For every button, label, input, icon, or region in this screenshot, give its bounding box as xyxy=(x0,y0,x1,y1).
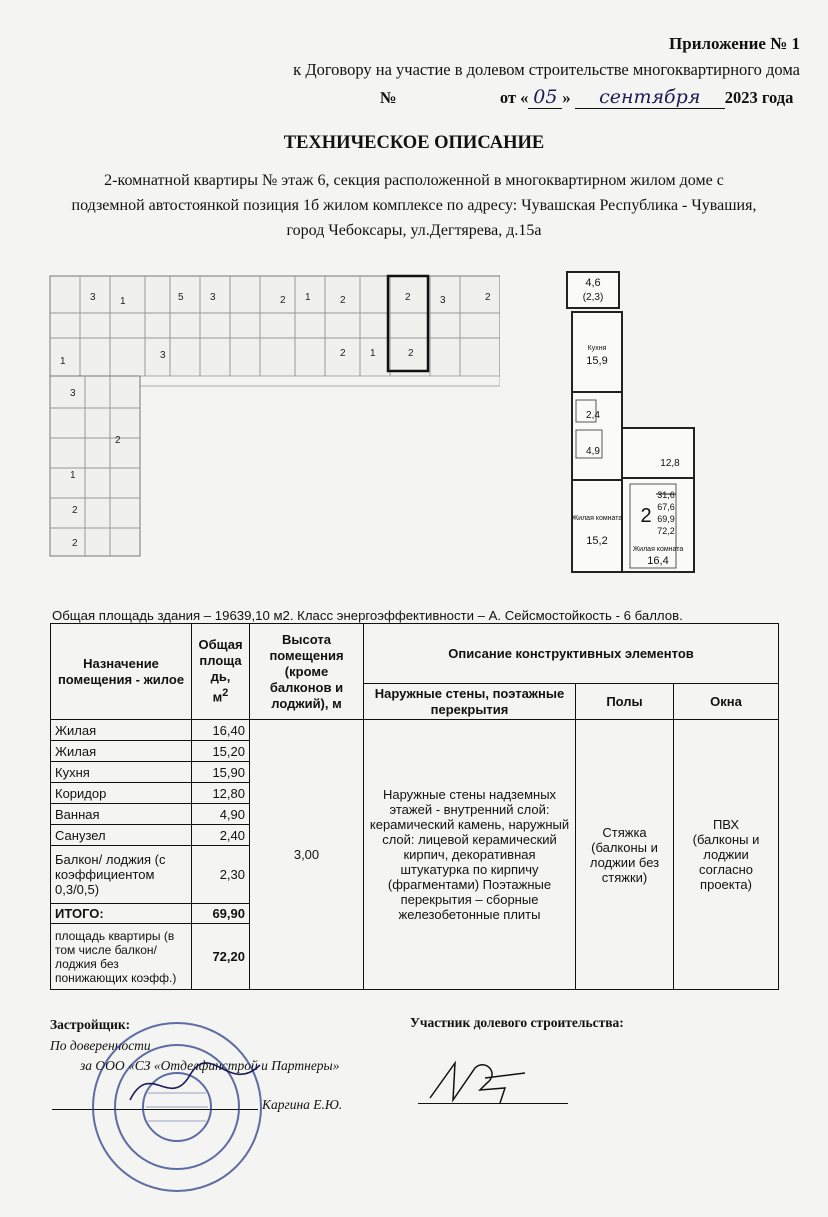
plan-total1: 67,6 xyxy=(657,502,675,512)
plan-total3: 72,2 xyxy=(657,526,675,536)
plan-label: 2 xyxy=(115,435,121,446)
plan-balcony-area: 4,6 xyxy=(585,277,601,289)
plan-kitchen-area: 15,9 xyxy=(586,355,608,367)
participant-title: Участник долевого строительства: xyxy=(410,1015,624,1030)
row-area: 2,30 xyxy=(192,846,250,904)
row-name: Ванная xyxy=(51,804,192,825)
row-name: Балкон/ лоджия (с коэффициентом 0,3/0,5) xyxy=(51,846,192,904)
document-title: ТЕХНИЧЕСКОЕ ОПИСАНИЕ xyxy=(283,133,545,153)
plan-label: 1 xyxy=(60,356,66,367)
row-name: Жилая xyxy=(51,720,192,741)
plan-room2-label: Жилая комната xyxy=(632,546,684,553)
walls-description: Наружные стены надземных этажей - внутренний слой: керамический камень, наружный слой: лицевой керамический кирпич, декоративная штукатурка по кирпичу (фрагментами) Поэтажные перекрытия – сборные железобетонные плиты xyxy=(364,720,576,990)
row-area: 2,40 xyxy=(192,825,250,846)
developer-signature xyxy=(120,1050,270,1120)
plan-label: 2 xyxy=(340,295,346,306)
row-name: Жилая xyxy=(51,741,192,762)
plan-label: 5 xyxy=(178,292,184,303)
plan-label: 1 xyxy=(120,296,126,307)
header-height: Высота помещения (кроме балконов и лоджий), м xyxy=(250,624,364,720)
plan-kitchen-label: Кухня xyxy=(587,345,607,352)
plan-label: 3 xyxy=(90,292,96,303)
appendix-title: Приложение № 1 xyxy=(669,34,800,53)
row-area: 16,40 xyxy=(192,720,250,741)
height-value: 3,00 xyxy=(250,720,364,990)
total-value: 69,90 xyxy=(192,904,250,924)
contract-day: 05 xyxy=(528,86,562,109)
plan-label: 1 xyxy=(370,348,376,359)
plan-label: 2 xyxy=(72,505,78,516)
plan-living: 31,6 xyxy=(657,490,675,500)
plan-label: 2 xyxy=(280,295,286,306)
header-walls: Наружные стены, поэтажные перекрытия xyxy=(364,684,576,720)
row-name: Коридор xyxy=(51,783,192,804)
by-proxy-text: По доверенности xyxy=(50,1038,151,1053)
contract-reference: к Договору на участие в долевом строительстве многоквартирного дома xyxy=(293,60,800,79)
building-summary: Общая площадь здания – 19639,10 м2. Класс энергоэффективности – А. Сейсмостойкость - 6 баллов. xyxy=(52,608,683,623)
plan-total2: 69,9 xyxy=(657,514,675,524)
total-label: ИТОГО: xyxy=(51,904,192,924)
header-area: Общая площа дь, $м^2$ xyxy=(192,624,250,720)
spec-table xyxy=(50,623,779,990)
contract-year: 2023 года xyxy=(724,88,794,107)
floors-description: Стяжка (балконы и лоджии без стяжки) xyxy=(576,720,674,990)
header-description: Описание конструктивных элементов xyxy=(364,624,779,684)
header-windows: Окна xyxy=(674,684,779,720)
floor-plan-drawing xyxy=(40,268,500,568)
windows-text: (балконы и лоджии согласно проекта) xyxy=(692,832,760,892)
row-area: 12,80 xyxy=(192,783,250,804)
plan-label: 2 xyxy=(485,292,491,303)
plan-label: 2 xyxy=(72,538,78,549)
plan-label: 2 xyxy=(408,348,414,359)
intro-line-1: 2-комнатной квартиры № этаж 6, секция расположенной в многоквартирном жилом доме с xyxy=(104,172,724,189)
plan-rooms-count: 2 xyxy=(640,505,652,527)
apartment-area-value: 72,20 xyxy=(192,924,250,990)
plan-balcony-reduced: (2,3) xyxy=(582,292,604,303)
plan-wc-area: 4,9 xyxy=(586,446,600,457)
header-purpose: Назначение помещения - жилое xyxy=(51,624,192,720)
intro-line-3: город Чебоксары, ул.Дегтярева, д.15а xyxy=(286,222,542,239)
row-area: 15,90 xyxy=(192,762,250,783)
number-label: № xyxy=(380,88,397,107)
intro-paragraph xyxy=(30,168,798,243)
developer-signer-name: Каргина Е.Ю. xyxy=(262,1097,343,1112)
day-close: » xyxy=(562,88,571,107)
developer-title: Застройщик: xyxy=(50,1017,131,1032)
developer-company: за ООО «СЗ «Отделфинстрой и Партнеры» xyxy=(80,1058,340,1073)
plan-label: 3 xyxy=(70,388,76,399)
plan-bath-area: 2,4 xyxy=(586,410,600,421)
plan-room1-area: 15,2 xyxy=(586,535,608,547)
plan-label: 3 xyxy=(440,295,446,306)
participant-signature xyxy=(425,1048,535,1110)
plan-room1-label: Жилая комната xyxy=(571,515,623,522)
row-name: Санузел xyxy=(51,825,192,846)
apartment-plan xyxy=(560,268,700,580)
plan-label: 3 xyxy=(210,292,216,303)
windows-title: ПВХ xyxy=(712,817,740,832)
apartment-area-label: площадь квартиры (в том числе балкон/лоджия без понижающих коэфф.) xyxy=(51,924,192,990)
row-area: 15,20 xyxy=(192,741,250,762)
plan-label: 3 xyxy=(160,350,166,361)
intro-line-2: подземной автостоянкой позиция 1б жилом комплексе по адресу: Чувашская Республика - Чувашия, xyxy=(71,197,757,214)
plan-label: 2 xyxy=(340,348,346,359)
plan-corridor-area: 12,8 xyxy=(660,458,680,469)
plan-label: 1 xyxy=(70,470,76,481)
plan-label: 1 xyxy=(305,292,311,303)
row-name: Кухня xyxy=(51,762,192,783)
row-area: 4,90 xyxy=(192,804,250,825)
header-floors: Полы xyxy=(576,684,674,720)
from-label: от « xyxy=(499,88,529,107)
plan-room2-area: 16,4 xyxy=(647,555,669,567)
windows-description xyxy=(674,720,779,990)
contract-number-date xyxy=(380,86,800,109)
plan-label: 2 xyxy=(405,292,411,303)
contract-month: сентября xyxy=(575,86,725,109)
